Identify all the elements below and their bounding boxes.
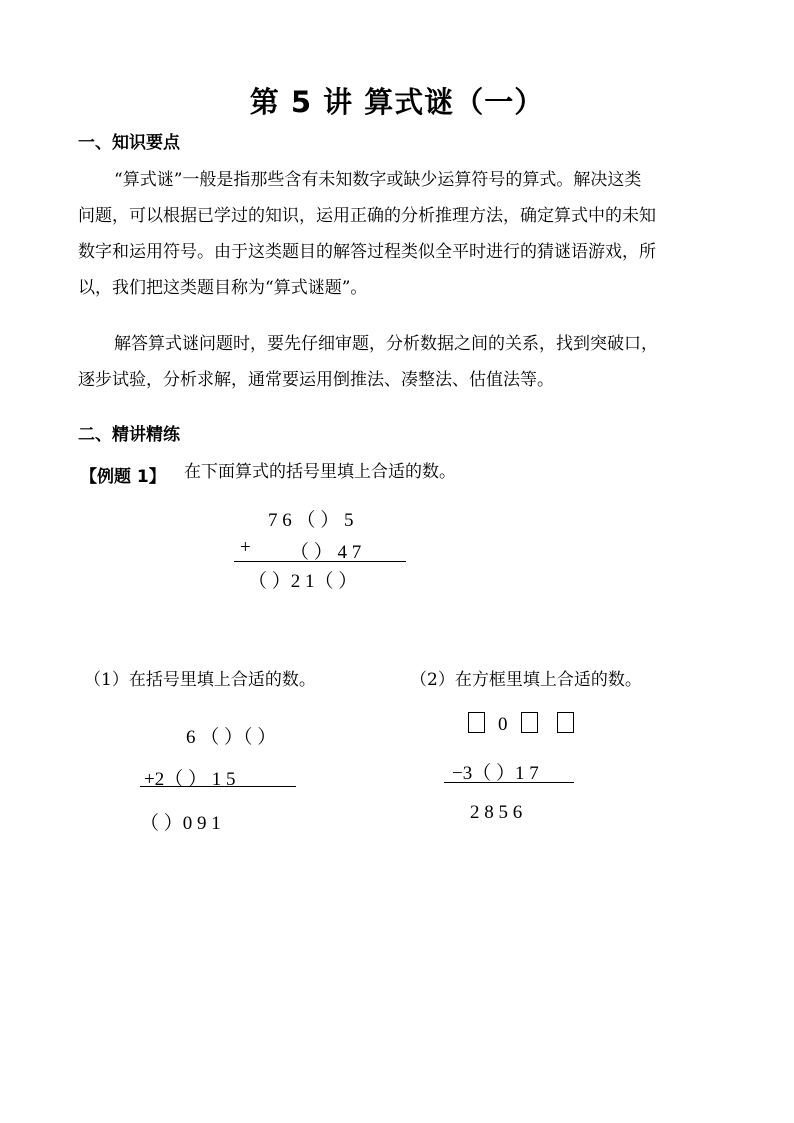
page-title: 第 5 讲 算式谜（一） xyxy=(249,85,545,119)
paragraph-line: “算式谜”一般是指那些含有未知数字或缺少运算符号的算式。解决这类 xyxy=(114,170,642,190)
example-instruction: 在下面算式的括号里填上合适的数。 xyxy=(184,462,456,482)
section-heading-knowledge: 一、知识要点 xyxy=(78,133,180,153)
section-heading-practice: 二、精讲精练 xyxy=(78,425,180,445)
equation-row-1: 7 6 （ ） 5 xyxy=(268,510,354,531)
digit: 0 xyxy=(498,714,508,735)
problem-1-instruction: （1）在括号里填上合适的数。 xyxy=(84,670,316,690)
paragraph-line: 问题，可以根据已学过的知识，运用正确的分析推理方法，确定算式中的未知 xyxy=(78,206,656,226)
paragraph-line: 解答算式谜问题时，要先仔细审题，分析数据之间的关系，找到突破口， xyxy=(114,334,658,354)
equation-line xyxy=(234,561,406,562)
equation-result: 2 8 5 6 xyxy=(470,802,523,823)
paragraph-line: 数字和运用符号。由于这类题目的解答过程类似全平时进行的猜谜语游戏，所 xyxy=(78,242,656,262)
equation-row-1: 6 （ ）（ ） xyxy=(186,727,277,748)
equation-result: （ ）0 9 1 xyxy=(140,813,221,834)
equation-result: （ ）2 1（ ） xyxy=(248,571,358,592)
equation-line xyxy=(444,782,574,783)
problem-2-instruction: （2）在方框里填上合适的数。 xyxy=(410,670,642,690)
equation-line xyxy=(140,786,296,787)
equation-row-1 xyxy=(468,712,574,736)
answer-box[interactable] xyxy=(468,712,485,733)
equation-row-2: −3（ ）1 7 xyxy=(452,763,539,784)
paragraph-line: 以，我们把这类题目称为“算式谜题”。 xyxy=(78,278,368,298)
plus-operator: + xyxy=(240,537,251,558)
equation-row-2: （ ） 4 7 xyxy=(290,542,362,563)
equation-row-2: +2（ ） 1 5 xyxy=(144,769,236,790)
example-label: 【例题 1】 xyxy=(80,467,166,487)
paragraph-line: 逐步试验，分析求解，通常要运用倒推法、凑整法、估值法等。 xyxy=(78,370,554,390)
answer-box[interactable] xyxy=(521,712,538,733)
answer-box[interactable] xyxy=(557,712,574,733)
